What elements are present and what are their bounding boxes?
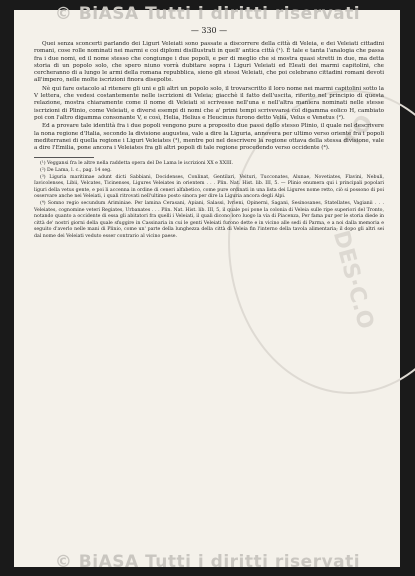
watermark-seal-text-2: TO	[340, 110, 379, 153]
page-content	[34, 26, 384, 241]
page-number: — 330 —	[190, 26, 228, 35]
paragraph: Ed a provare tale identità fra i due popoli vengono pure a proposito due passi dello stesso Plinio, il quale nel descrivere la nona regione d'Italia, secondo la divisione augustea, vale a dire la Liguria, annovera per ultimo verso oriente fra i popoli mediterranei di quella regione i Liguri Veleiates (³), mentre poi nel descrivere la regione ottava della stessa divisione, vale a dire l'Emilia, pone ancora i Veleiates fra gli altri popoli di tale regione procedendo verso occidente (⁴).	[34, 123, 384, 152]
watermark-seal-text: DES·C.O	[327, 228, 379, 332]
watermark-top: © BiASA Tutti i diritti riservati	[54, 4, 361, 24]
footnote: (³) Liguria maritimae adunt dicti Sabbiani, Docidenses, Conlinat, Gentilari, Veituri, Tucconates, Alunae, Novetiates, Flavini, Nebuli, Iavicolenses, Libii, Velcates, Ticinenses, Ligures Veleiates in orientem . . . Plin. Nat. Hist. lib. III, 5. — Plinio enumera qui i principali popolari liguri della vetus gente, e poi li accenna in ordine di ceneri alfabetico, come pure ordinati in una lista dei Ligures nome retto, ciò si possono di poi osservare anche nei Veleiati, i quali ritrovati nell'ultimo posto sinora per dire la Liguria ancora degli Alpi.	[34, 174, 384, 200]
footnote: (²) De Lama, l. c., pag. 14 seg.	[40, 168, 112, 174]
footnote: (⁴) Somno regio secundum Ariminiae. Per lamina Cerasani, Apiani, Salassi, Ivrieni, Opinerni, Sagani, Sesinosanes, Statellates, Vagianii . . . Veleiates, cognomine veteri Regiates, Urbanates . . . Plin. Nat. Hist. lib. III, 5, il quale poi pone la colonia di Veleia sulle ripe superiori del Tronto, notando quanto a occidente di essa gli abitatori fra quelli i Veleiati, il quali dicono loro luogo la via di Piacenza, Per fama pur per le storia diede in città de' nostri giorni della quale sfuggire in Cassinaria in cui le genti Veleiati furono dette e in vicino alle sedi di Parma, e a noi dalla memoria e seguito d'averlo nelle mani di Plinio, come un' parte della lunghezza della città di Veleia fin l'interno della tavola alimentaria; il dopo gli altri sei dal nome dei Veleiati veduto esser contrario al vicino paese.	[34, 201, 384, 239]
footnote: (¹) Veggansi fra le altre nella raddetta opera del De Lama le iscrizioni XX e XXIII.	[40, 161, 234, 167]
paragraph: Nè qui fare ostacolo al ritenere gli uni e gli altri un popolo solo, il trovarscritto il loro nome nei marmi capitolini sotto la V lettera, che vedesi costantemente nelle iscrizioni di Veleia; giacchè il fatto dell'uscita, riferito nel principio di questa relazione, mostra chiaramente come il nome di Veleiati si scrivesse nell'una e nell'altra maniera nominati nelle stesse iscrizioni di Plinio, come Veleiati, e diversi esempi di nomi che a' primi tempi scrivevansi col digamma eolico H, cambiato poi con l'altro digamma consonante V, e così, Helia, Helius e Heucinus furono detto Velia, Velus e Venetus (²).	[34, 85, 384, 121]
footnote-divider	[34, 157, 94, 158]
paragraph: Quei senza sconcerti parlando dei Liguri Veleiati sono passate a discorrere della città di Veleia, e dei Veleiati cittadini romani, cose rolle nominati nei marmi e coi diplomi disillustrati in quell' antica città (¹). È tale e tanta l'analogia che passa fra i due nomi, ed il nome stesso che congiunge i due popoli, e per di meglio che si mostra quasi stretti in due, ma detta storia di un popolo solo, che spero niuno vorrà dubitare sopra i Liguri Veleiati ed Eleati dei marmi capitolini, che cercheranno di a lungo le armi della romana repubblica, sieno gli stessi Veleiati, che poi celebrano cittadini romani devoti all'impero, nelle molte iscrizioni finora disepolte.	[34, 41, 384, 84]
watermark-bottom: © BiASA Tutti i diritti riservati	[54, 552, 361, 572]
